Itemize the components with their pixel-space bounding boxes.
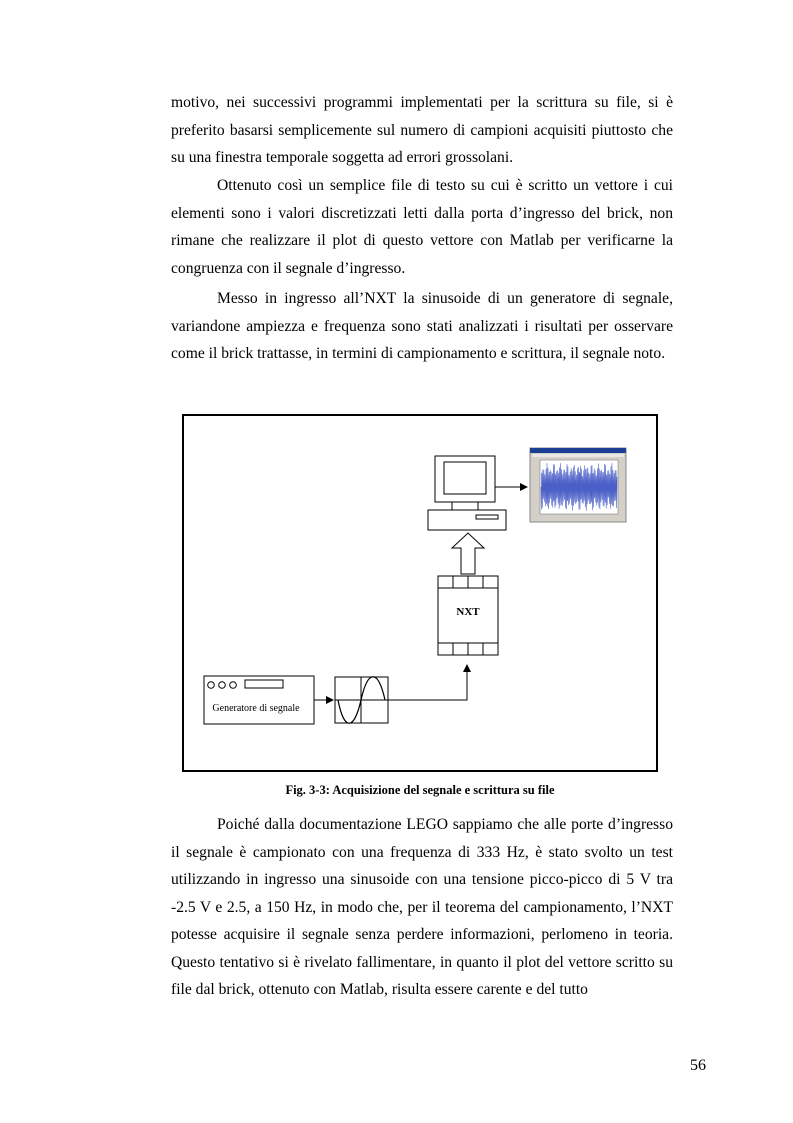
figure-caption: Fig. 3-3: Acquisizione del segnale e scrittura su file (285, 783, 555, 797)
signal-generator (204, 676, 314, 724)
nxt-label: NXT (456, 606, 480, 618)
figure-frame (182, 414, 658, 772)
computer-icon (428, 456, 506, 530)
acquisition-diagram (184, 416, 656, 770)
paragraph-1: motivo, nei successivi programmi implementati per la scrittura su file, si è preferito basarsi semplicemente sul numero di campioni acquisiti piuttosto che su una finestra temporale soggetta ad errori grossolani. (171, 94, 673, 166)
generator-label: Generatore di segnale (212, 703, 300, 714)
paragraph-3: Messo in ingresso all’NXT la sinusoide di un generatore di segnale, variandone ampiezza e frequenza sono stati analizzati i risultati per osservare come il brick trattasse, in termini di campionamento e scrittura, il segnale noto. (171, 290, 673, 362)
paragraph-2: Ottenuto così un semplice file di testo su cui è scritto un vettore i cui elementi sono i valori discretizzati letti dalla porta d’ingresso del brick, non rimane che realizzare il plot di questo vettore con Matlab per verificarne la congruenza con il segnale d’ingresso. (171, 177, 673, 277)
matlab-plot-thumbnail (530, 448, 626, 522)
sine-wave-box (335, 677, 388, 724)
nxt-brick (438, 576, 498, 655)
page-number: 56 (690, 1057, 706, 1074)
paragraph-4: Poiché dalla documentazione LEGO sappiamo che alle porte d’ingresso il segnale è campionato con una frequenza di 333 Hz, è stato svolto un test utilizzando in ingresso una sinusoide con una tensione picco-picco di 5 V tra -2.5 V e 2.5, a 150 Hz, in modo che, per il teorema del campionamento, l’NXT potesse acquisire il segnale senza perdere informazioni, perlomeno in teoria. Questo tentativo si è rivelato fallimentare, in quanto il plot del vettore scritto su file dal brick, ottenuto con Matlab, risulta essere carente e del tutto (171, 816, 673, 998)
arrow-nxt-to-computer (452, 533, 484, 574)
arrow-sine-to-nxt (388, 665, 467, 700)
